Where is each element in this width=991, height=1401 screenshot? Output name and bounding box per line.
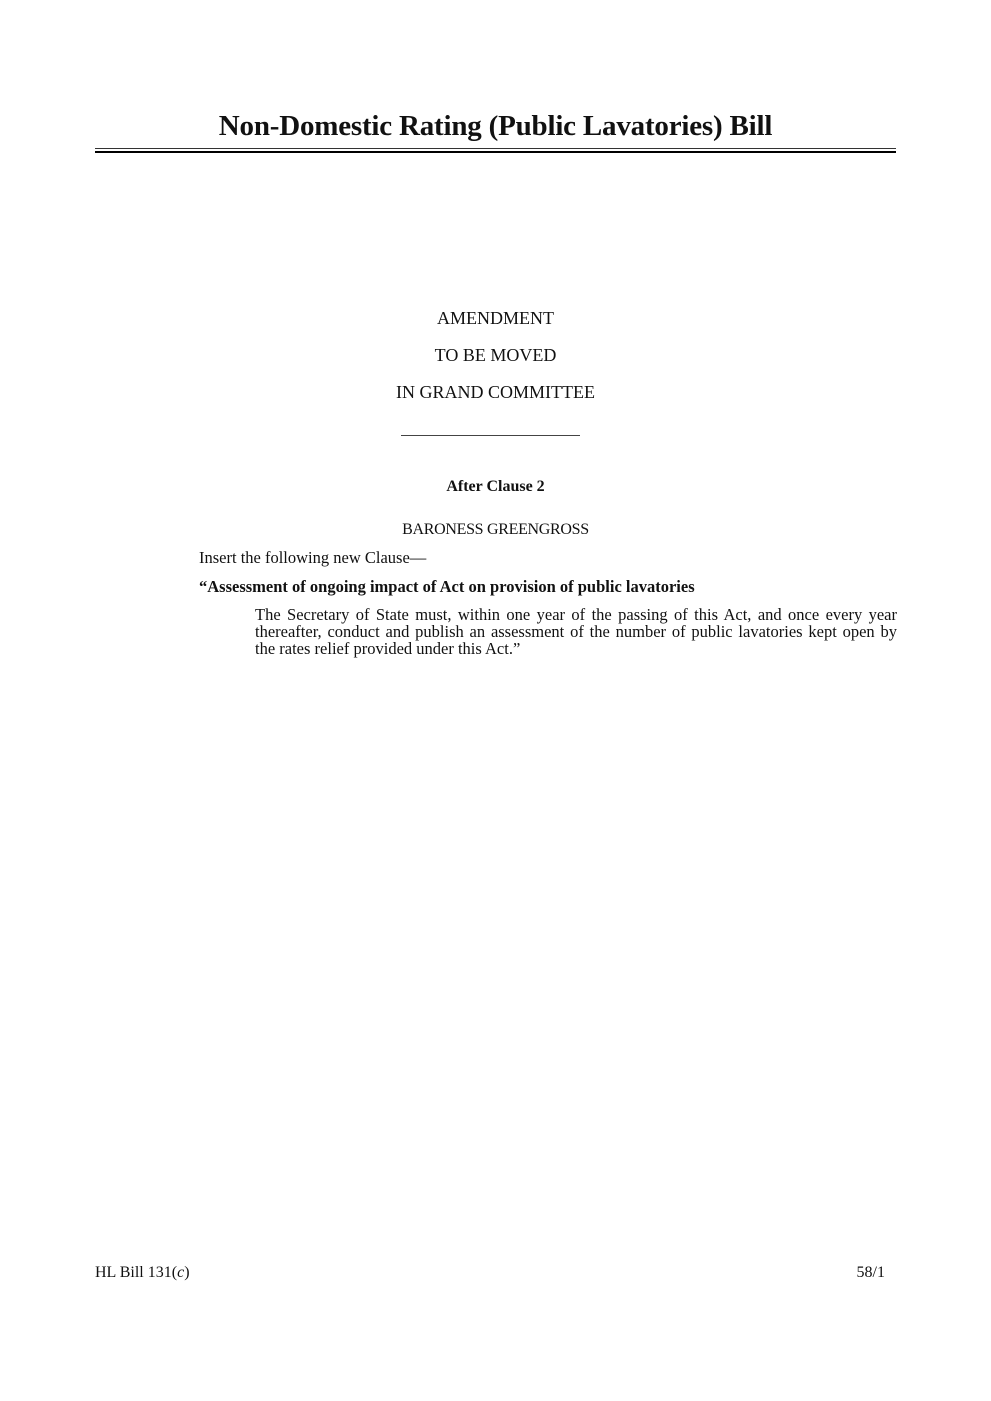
bill-ref-prefix: HL Bill 131( (95, 1264, 178, 1281)
page-reference: 58/1 (856, 1264, 885, 1281)
section-heading: After Clause 2 (446, 478, 545, 495)
bill-ref-suffix: c (177, 1264, 185, 1281)
amendment-instruction: Insert the following new Clause— (199, 548, 427, 567)
title-rule-thin (95, 148, 896, 149)
new-clause-body: The Secretary of State must, within one year of the passing of this Act, and once every year thereafter, conduct and publish an assessment of the number of public lavatories kept open by the rates relief provided under this Act.” (255, 605, 897, 658)
bill-title: Non-Domestic Rating (Public Lavatories) Bill (218, 110, 773, 142)
section-divider (401, 435, 580, 436)
mover-name: BARONESS GREENGROSS (402, 521, 589, 538)
header-line-to-be-moved: TO BE MOVED (434, 345, 557, 365)
header-line-amendment: AMENDMENT (437, 308, 554, 328)
new-clause-heading: “Assessment of ongoing impact of Act on provision of public lavatories (199, 577, 695, 596)
bill-reference (95, 1264, 190, 1282)
bill-ref-close: ) (184, 1264, 190, 1281)
header-line-committee: IN GRAND COMMITTEE (396, 382, 595, 402)
title-rule-thick (95, 151, 896, 153)
